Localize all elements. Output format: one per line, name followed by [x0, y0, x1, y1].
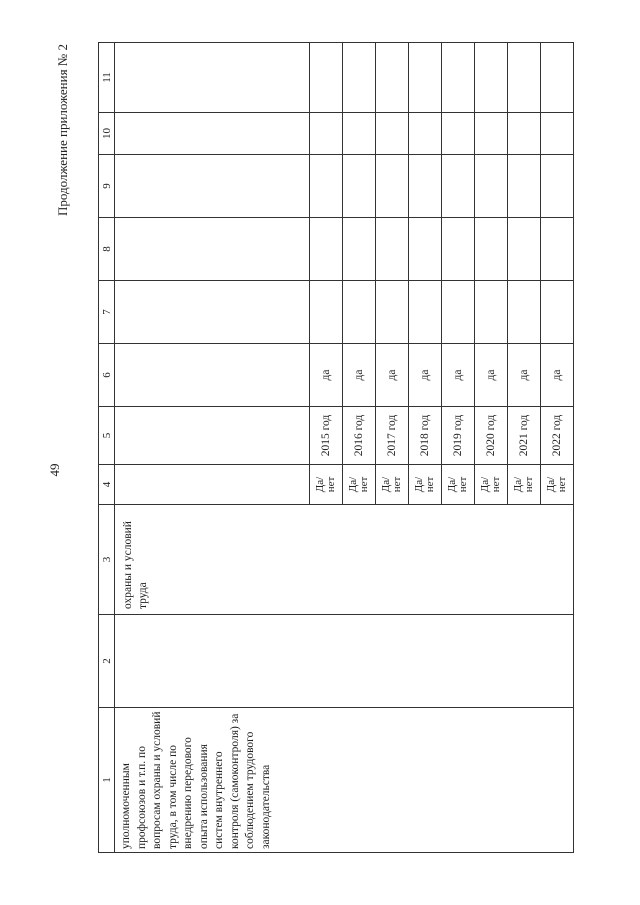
indicator-description: уполномоченным профсоюзов и т.п. по вопросам охраны и условий труда, в том числе по внедрению передового опыта использования систем внутреннего контроля (самоконтроля) за соблюдением трудового законодательства — [115, 708, 574, 853]
header-row — [99, 43, 115, 853]
value-cell: да — [343, 344, 376, 407]
col-number: 8 — [99, 218, 115, 281]
empty-cell — [115, 281, 310, 344]
empty-cell — [115, 615, 574, 708]
unit-cell: Да/ нет — [475, 465, 508, 505]
indicators-table — [98, 42, 574, 853]
value-cell: да — [442, 344, 475, 407]
unit-cell: Да/ нет — [376, 465, 409, 505]
rotated-table-container — [98, 43, 568, 853]
col-number: 6 — [99, 344, 115, 407]
empty-cell — [115, 43, 310, 113]
empty-cell — [115, 407, 310, 465]
col-number: 1 — [99, 708, 115, 853]
value-cell: да — [541, 344, 574, 407]
unit-cell: Да/ нет — [310, 465, 343, 505]
empty-cell — [115, 344, 310, 407]
value-cell: да — [508, 344, 541, 407]
year-cell: 2017 год — [376, 407, 409, 465]
value-cell: да — [376, 344, 409, 407]
indicator-subtext: охраны и условий труда — [115, 505, 574, 615]
col-number: 3 — [99, 505, 115, 615]
year-cell: 2022 год — [541, 407, 574, 465]
value-cell: да — [409, 344, 442, 407]
empty-cell — [115, 465, 310, 505]
unit-cell: Да/ нет — [343, 465, 376, 505]
col-number: 5 — [99, 407, 115, 465]
appendix-caption: Продолжение приложения № 2 — [55, 44, 70, 216]
value-cell: да — [310, 344, 343, 407]
year-cell: 2021 год — [508, 407, 541, 465]
unit-cell: Да/ нет — [541, 465, 574, 505]
year-cell: 2018 год — [409, 407, 442, 465]
col-number: 2 — [99, 615, 115, 708]
empty-cell — [115, 155, 310, 218]
empty-cell — [115, 113, 310, 155]
col-number: 10 — [99, 113, 115, 155]
unit-cell: Да/ нет — [409, 465, 442, 505]
value-cell: да — [475, 344, 508, 407]
page-number: 49 — [47, 463, 62, 477]
year-cell: 2016 год — [343, 407, 376, 465]
col-number: 9 — [99, 155, 115, 218]
year-cell: 2019 год — [442, 407, 475, 465]
year-cell: 2020 год — [475, 407, 508, 465]
unit-cell: Да/ нет — [442, 465, 475, 505]
empty-cell — [115, 218, 310, 281]
col-number: 4 — [99, 465, 115, 505]
table-row — [115, 43, 310, 853]
year-cell: 2015 год — [310, 407, 343, 465]
unit-cell: Да/ нет — [508, 465, 541, 505]
col-number: 11 — [99, 43, 115, 113]
col-number: 7 — [99, 281, 115, 344]
